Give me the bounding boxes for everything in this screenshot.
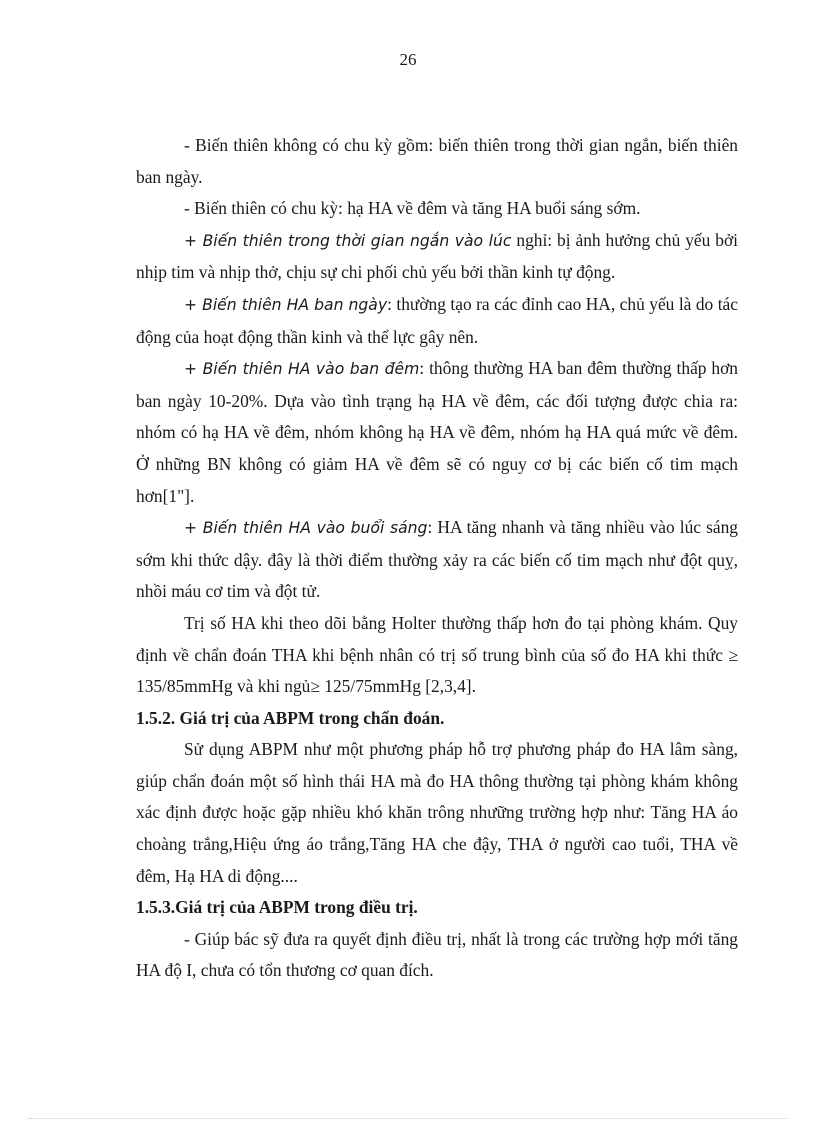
italic-term: Biến thiên HA vào ban đêm <box>202 360 420 379</box>
paragraph-text: : thông thường HA ban đêm thường thấp hơn ban ngày 10-20%. Dựa vào tình trạng hạ HA về đêm, các đối tượng được chia ra: nhóm có hạ HA về đêm, nhóm không hạ HA về đêm, nhóm hạ HA quá mức về đêm. Ở những BN không có giảm HA về đêm sẽ có nguy cơ bị các biến cố tim mạch hơn[1"]. <box>136 358 739 506</box>
document-body <box>136 130 738 987</box>
page-number: 26 <box>399 50 417 69</box>
italic-term: Biến thiên HA vào buổi sáng <box>202 519 428 538</box>
section-heading-diagnosis: 1.5.2. Giá trị của ABPM trong chẩn đoán. <box>136 707 445 728</box>
bullet-plus: + <box>184 231 203 250</box>
bullet-plus: + <box>184 360 203 379</box>
paragraph-nighttime-variation <box>136 353 738 512</box>
paragraph-daytime-variation <box>136 289 738 353</box>
paragraph-short-term-variation <box>136 225 738 289</box>
paragraph-holter-values: Trị số HA khi theo dõi bằng Holter thường thấp hơn đo tại phòng khám. Quy định về chẩn đoán THA khi bệnh nhân có trị số trung bình của số đo HA khi thức ≥ 135/85mmHg và khi ngủ≥ 125/75mmHg [2,3,4]. <box>136 612 738 697</box>
paragraph-text: nghỉ: bị ảnh hưởng chủ yếu bởi nhịp tim và nhịp thở, chịu sự chi phối chủ yếu bởi thần kinh tự động. <box>136 229 738 283</box>
paragraph-nonperiodic-variation: - Biến thiên không có chu kỳ gồm: biến thiên trong thời gian ngắn, biến thiên ban ngày. <box>136 135 738 187</box>
paragraph-periodic-variation: - Biến thiên có chu kỳ: hạ HA về đêm và tăng HA buổi sáng sớm. <box>184 198 641 219</box>
paragraph-morning-variation <box>136 512 738 608</box>
paragraph-text: : HA tăng nhanh và tăng nhiều vào lúc sáng sớm khi thức dậy. đây là thời điểm thường xảy ra các biến cố tim mạch như đột quỵ, nhồi máu cơ tim và đột tử. <box>136 517 738 602</box>
section-heading-treatment: 1.5.3.Giá trị của ABPM trong điều trị. <box>136 897 418 918</box>
paragraph-abpm-diagnosis: Sử dụng ABPM như một phương pháp hỗ trợ phương pháp đo HA lâm sàng, giúp chẩn đoán một số hình thái HA mà đo HA thông thường tại phòng khám không xác định được hoặc gặp nhiều khó khăn trông nhưững trường hợp như: Tăng HA áo choàng trắng,Hiệu ứng áo trắng,Tăng HA che đậy, THA ở người cao tuổi, THA về đêm, Hạ HA di động.... <box>136 739 738 886</box>
italic-term: Biến thiên trong thời gian ngắn vào lúc <box>202 231 512 250</box>
italic-term: Biến thiên HA ban ngày <box>202 295 388 314</box>
paragraph-text: : thường tạo ra các đỉnh cao HA, chủ yếu là do tác động của hoạt động thần kinh và thể lực gây nên. <box>136 293 738 347</box>
bullet-plus: + <box>184 519 203 538</box>
bullet-plus: + <box>184 295 203 314</box>
paragraph-abpm-treatment: - Giúp bác sỹ đưa ra quyết định điều trị, nhất là trong các trường hợp mới tăng HA độ I, chưa có tổn thương cơ quan đích. <box>136 928 738 981</box>
page-bottom-divider <box>28 1118 788 1119</box>
